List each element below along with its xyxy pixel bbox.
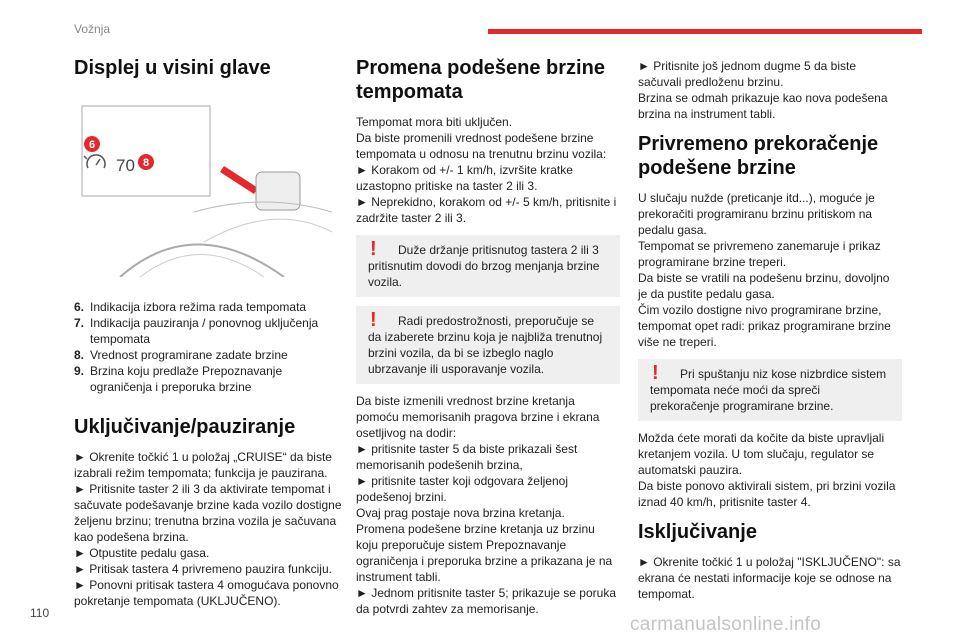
legend-item: 6. Indikacija izbora režima rada tempomata [74,300,307,314]
steering-wheel-arc [120,245,284,278]
hud-illustration [74,102,332,277]
column-2 [356,56,620,617]
callout-8-label: 8 [142,157,150,169]
warning-box: ! Radi predostrožnosti, preporučuje se da izaberete brzinu koja je najbliža trenutnoj brzini vozila, da bi se izbeglo naglo ubrzavanje ili usporavanje vozila. [356,306,620,384]
legend-item: 7. Indikacija pauziranja / ponovnog uključenja tempomata [74,316,319,346]
hud-screen [82,106,210,196]
steering-wheel-inner [140,255,264,278]
confirm-speed-text: ► Pritisnite još jednom dugme 5 da biste sačuvali predloženu brzinu. Brzina se odmah prikazuje kao nova podešena brzina na instrument tabli. [638,59,888,121]
warning-icon: ! [370,238,377,260]
hud-projection-arrow [220,166,258,194]
section-label: Vožnja [74,22,111,36]
deactivation-title: Isključivanje [638,521,757,543]
warning-icon: ! [370,309,377,331]
legend-item: 9. Brzina koju predlaže Prepoznavanje ograničenja i preporuka brzine [74,364,283,394]
activation-title: Uključivanje/pauziranje [74,416,296,438]
hud-title: Displej u visini glave [74,57,271,79]
hud-speed-value: 70 [116,156,135,175]
temporary-exceed-text: U slučaju nužde (preticanje itd...), moguće je prekoračiti programiranu brzinu pritiskom na pedalu gasa. Tempomat se privremeno zanemaruje i prikaz programirane brzine treperi. Da biste se vratili na podešenu brzinu, dovoljno je da pustite pedalu gasa. Čim vozilo dostigne nivo programirane brzine, tempomat opet radi: prikaz programirane brzine više ne treperi. [638,191,891,349]
activation-text: ► Okrenite točkić 1 u položaj „CRUISE“ da biste izabrali režim tempomata; funkcija je pauzirana. ► Pritisnite taster 2 ili 3 da aktivirate tempomat i sačuvate podešavanje brzine kada vozilo dostigne željenu brzinu; trenutna brzina vozila je sačuvana kao podešena brzina. ► Otpustite pedalu gasa. ► Pritisak tastera 4 privremeno pauzira funkciju. ► Ponovni pritisak tastera 4 omogućava ponovno pokretanje tempomata (UKLJUČENO). [74,450,342,608]
watermark: carmanualsonline.info [630,614,822,635]
warning-box: ! Duže držanje pritisnutog tastera 2 ili 3 pritisnutim dovodi do brzog menjanja brzine vozila. [356,235,620,297]
temporary-exceed-title: Privremeno prekoračenje podešene brzine [638,133,879,179]
legend-item: 8. Vrednost programirane zadate brzine [74,348,288,362]
braking-text: Možda ćete morati da kočite da biste upravljali kretanjem vozila. U tom slučaju, regulator se automatski pauzira. Da biste ponovo aktivirali sistem, pri brzini vozila iznad 40 km/h, pritisnite taster 4. [638,431,896,509]
column-1 [74,56,342,609]
legend-list [74,299,342,395]
dashboard-lower [204,219,332,242]
change-speed-title: Promena podešene brzine tempomata [356,57,605,103]
column-3 [638,58,902,602]
warning-icon: ! [652,362,659,384]
change-speed-text: Tempomat mora biti uključen. Da biste promenili vrednost podešene brzine tempomata u odnosu na trenutnu brzinu vozila: ► Korakom od +/- 1 km/h, izvršite kratke uzastopno pritiske na taster 2 ili 3. ► Neprekidno, korakom od +/- 5 km/h, pritisnite i zadržite taster 2 ili 3. [356,115,617,225]
deactivation-text: ► Okrenite točkić 1 u položaj "ISKLJUČENO": sa ekrana će nestati informacije koje se odnose na tempomat. [638,555,901,601]
warning-box: ! Pri spuštanju niz kose nizbrdice sistem tempomata neće moći da spreči prekoračenje programirane brzine. [638,359,902,421]
callout-6-label: 6 [88,139,96,151]
memorised-speed-text: Da biste izmenili vrednost brzine kretanja pomoću memorisanih pragova brzine i ekrana osetljivog na dodir: ► pritisnite taster 5 da biste prikazali šest memorisanih podešenih brzina, ► pritisnite taster koji odgovara željenoj podešenoj brzini. Ovaj prag postaje nova brzina kretanja. Promena podešene brzine kretanja uz brzinu koju preporučuje sistem Prepoznavanje ograničenja i preporuka brzine a prikazana je na instrument tabli. ► Jednom pritisnite taster 5; prikazuje se poruka da potvrdi zahtev za memorisanje. [356,394,616,616]
header-accent-bar [488,29,922,34]
page-number: 110 [30,606,50,620]
